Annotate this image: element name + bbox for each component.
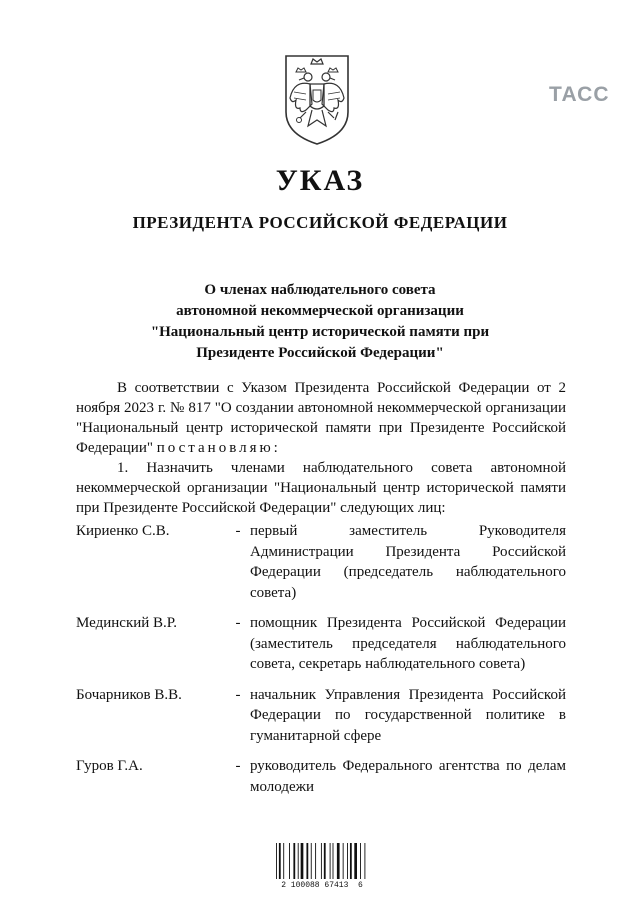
barcode-bar xyxy=(301,843,304,879)
barcode-bar xyxy=(324,843,326,879)
barcode-bars xyxy=(272,843,372,879)
members-list xyxy=(76,521,566,797)
barcode-bar xyxy=(321,843,322,879)
decree-word: постановляю: xyxy=(156,440,281,456)
barcode-bar xyxy=(354,843,357,879)
barcode-bar xyxy=(311,843,312,879)
heading-line: "Национальный центр исторической памяти при xyxy=(150,324,490,340)
barcode-bar xyxy=(337,843,340,879)
barcode-bar xyxy=(298,843,299,879)
member-name: Бочарников В.В. xyxy=(76,686,182,703)
barcode-bar xyxy=(306,843,308,879)
barcode-bar xyxy=(350,843,352,879)
intro-text: В соответствии с Указом Президента Российской Федерации от 2 ноября 2023 г. № 817 "О создании автономной некоммерческой организации "Национальный центр исторической памяти при Президенте Российской Федерации" xyxy=(76,380,566,456)
decree-heading xyxy=(60,280,580,364)
barcode-bar xyxy=(293,843,295,879)
member-row xyxy=(76,613,566,675)
member-name: Гуров Г.А. xyxy=(76,758,143,774)
barcode-bar xyxy=(333,843,334,879)
member-name: Кириенко С.В. xyxy=(76,523,170,539)
intro-paragraph xyxy=(76,378,566,458)
barcode-bar xyxy=(364,843,365,879)
barcode-number: 2 100088 67413 6 xyxy=(281,881,363,890)
coat-of-arms-emblem xyxy=(282,54,352,146)
heading-line: О членах наблюдательного совета xyxy=(204,282,436,298)
member-role: начальник Управления Президента Российской Федерации по государственной политике в гуманитарной сфере xyxy=(250,686,566,744)
member-role: первый заместитель Руководителя Администрации Президента Российской Федерации (председатель наблюдательного совета) xyxy=(250,523,566,601)
decree-body xyxy=(76,378,566,518)
barcode-bar xyxy=(276,843,277,879)
barcode-bar xyxy=(343,843,344,879)
heading-line: автономной некоммерческой организации xyxy=(176,303,464,319)
member-role: руководитель Федерального агентства по делам молодежи xyxy=(250,758,566,795)
member-dash: - xyxy=(235,758,241,774)
member-row xyxy=(76,756,566,797)
member-row xyxy=(76,521,566,603)
point-1-paragraph: 1. Назначить членами наблюдательного совета автономной некоммерческой организации "Национальный центр исторической памяти при Президенте Российской Федерации" следующих лиц: xyxy=(76,460,566,516)
barcode-bar xyxy=(279,843,281,879)
member-dash: - xyxy=(235,523,241,539)
barcode-bar xyxy=(347,843,348,879)
barcode-bar xyxy=(289,843,290,879)
member-row xyxy=(76,685,566,747)
document-subtitle: ПРЕЗИДЕНТА РОССИЙСКОЙ ФЕДЕРАЦИИ xyxy=(132,213,508,232)
member-dash: - xyxy=(235,686,241,703)
heading-line: Президенте Российской Федерации" xyxy=(196,345,444,361)
barcode-bar xyxy=(315,843,316,879)
tass-watermark: ТАСС xyxy=(549,83,610,106)
member-name: Мединский В.Р. xyxy=(76,615,178,631)
barcode-bar xyxy=(283,843,284,879)
barcode-bar xyxy=(330,843,331,879)
member-role: помощник Президента Российской Федерации (заместитель председателя наблюдательного совета, секретарь наблюдательного совета) xyxy=(250,615,566,672)
document-title: УКАЗ xyxy=(275,164,365,197)
barcode-bar xyxy=(360,843,361,879)
member-dash: - xyxy=(235,615,241,631)
barcode xyxy=(272,837,372,897)
